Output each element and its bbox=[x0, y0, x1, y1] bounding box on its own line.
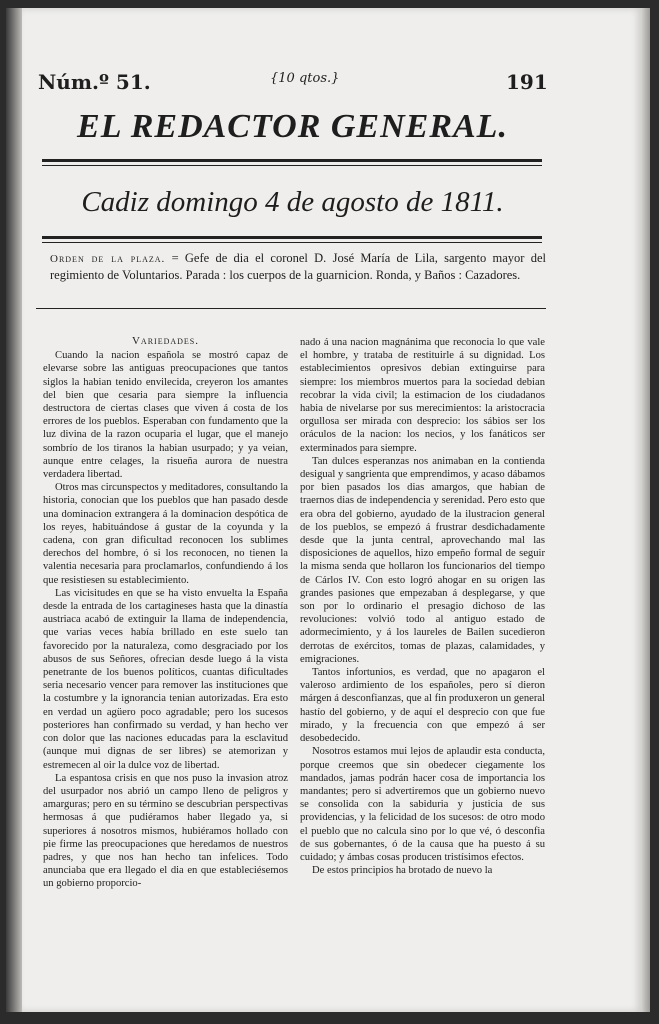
masthead-title: EL REDACTOR GENERAL. bbox=[77, 108, 508, 145]
date-rule-thin bbox=[42, 242, 542, 243]
section-heading: Variedades. bbox=[131, 335, 200, 347]
paragraph: Otros mas circunspectos y meditadores, consultando la historia, conocian que los pueblos que han pasado desde una dominacion extrangera á la dominacion despótica de los reyes, habituándose á gustar de la coyunda y la cadena, con gran dificultad reconocen los sublimes derechos del hombre, ó si los reconocen, no tienen la valentia necesaria para proclamarlos, confundiendo á los que resistiesen su establecimiento. bbox=[43, 482, 288, 586]
date-rule-thick bbox=[42, 236, 542, 239]
orden-text: = Gefe de dia el coronel D. José María de Lila, sargento mayor del regimiento de Voluntarios. Parada : los cuerpos de la guarnicion. Ronda, y Baños : Cazadores. bbox=[50, 251, 547, 282]
article-column-left bbox=[43, 335, 288, 891]
page-binding-shadow bbox=[6, 8, 22, 1012]
paragraph: Nosotros estamos mui lejos de aplaudir esta conducta, porque creemos que sin obedecer ciegamente los mandados, jamas podrán hacer cosa de importancia los mandantes; pero si advertiremos que un gobierno nuevo se consolida con la sabiduria y justicia de sus providencias, y la felicidad de los sucesos: de otro modo el pueblo que no calcula sino por lo que vé, ó desconfia de sus gobernantes, ó de la causa que ha puesto á su cuidado; y ámbas cosas producen tristísimos efectos. bbox=[300, 746, 545, 863]
page-edge bbox=[642, 8, 650, 1012]
page-number: 191 bbox=[506, 70, 548, 94]
paragraph: Las vicisitudes en que se ha visto envuelta la España desde la entrada de los cartagineses hasta que la dinastía austriaca acabó de extinguir la llama de independencia, que varias veces había brillado en este suelo tan favorecido por la naturaleza, como desgraciado por los abusos de sus Señores, ofrecian desde luego á la vista penetrante de los buenos políticos, cuantas dificultades seria necesario vencer para remover las instituciones que la costumbre y la ignorancia tenian autorizadas. Era esto en verdad un agüero poco agradable; pero los sucesos posteriores han confirmado su verdad, y han hecho ver con dolor que las naciones educadas para la esclavitud (aunque mui dignas de ser libres) se atemorizan y estremecen al oir la dulce voz de libertad. bbox=[43, 587, 288, 771]
paragraph: Tantos infortunios, es verdad, que no apagaron el valeroso ardimiento de los españoles, pero sí dieron márgen á desconfianzas, que al fin produxeron un general hastío del gobierno, y de aquí el desprecio con que fue mirado, y la frecuencia con que empezó á ser desobedecido. bbox=[300, 667, 545, 745]
paragraph: Cuando la nacion española se mostró capaz de elevarse sobre las antiguas preocupaciones que tantos siglos la habian tenido envilecida, creyeron los amantes del bien que cesaria para siempre la influencia destructora de ciertas clases que viven á costa de los errores de los pueblos. Esperaban con fundamento que la luz divina de la razon ocuparia el lugar, que el manejo sombrío de los tiranos la habian usurpado; y ya veian, aunque entre celages, la risueña aurora de nuestra verdadera libertad. bbox=[43, 350, 288, 481]
paragraph: La espantosa crisis en que nos puso la invasion atroz del usurpador nos abrió un campo lleno de peligros y amarguras; pero en su término se descubrian perspectivas hermosas á que pudiéramos haber llegado ya, si superiores á nosotros mismos, hubiéramos hollado con pie firme las preocupaciones que heredamos de nuestros padres, y que nos han hecho tan infelices. Todo anunciaba que era llegado el dia en que estableciésemos un gobierno proporcio- bbox=[43, 772, 288, 890]
article-column-right bbox=[300, 336, 545, 877]
issue-price: {10 qtos.} bbox=[270, 71, 340, 86]
orden-label: Orden de la plaza. bbox=[50, 253, 166, 265]
dateline: Cadiz domingo 4 de agosto de 1811. bbox=[81, 186, 504, 218]
masthead-rule-thin bbox=[42, 165, 542, 166]
paragraph: Tan dulces esperanzas nos animaban en la contienda desigual y sangrienta que emprendimos, y acaso dábamos por bien pasados los dias amargos, que habian de traernos dias de independencia y serenidad. Pero esto que era obra del gobierno, ayudado de la ilustracion general de los pueblos, se empezó á frustrar desdichadamente desde que la junta central, aprovechando mal las disposiciones de aquellos, hizo empeño formal de seguir la misma senda que hollaron los funcionarios del tiempo de Cárlos IV. Con esto logró ahogar en su origen las grandes pasiones que empezaban á desplegarse, y que son por lo ordinario el presagio dichoso de las revoluciones: volvió todo al antiguo estado de adormecimiento, y á los laureles de Bailen sucedieron derrotas de exércitos, tomas de plazas, calamidades, y emigraciones. bbox=[300, 455, 545, 665]
issue-number: Núm.º 51. bbox=[38, 70, 151, 94]
paragraph: nado á una nacion magnánima que reconocia lo que vale el hombre, y trataba de restituirle á su dignidad. Los establecimientos opresivos debian extinguirse para siempre: los miembros muertos para la sociedad debian recobrar la vida civil; la estimacion de los ciudadanos habia de nivelarse por sus merecimientos: la aristocracia orgullosa ser mirada con desprecio: los sábios ser los oráculos de la nacion: los necios, y los fanáticos ser exterminados para siempre. bbox=[300, 337, 545, 454]
masthead-rule-thick bbox=[42, 159, 542, 162]
section-rule bbox=[36, 308, 546, 309]
paragraph: De estos principios ha brotado de nuevo la bbox=[312, 865, 493, 877]
orden-de-la-plaza bbox=[50, 250, 546, 283]
